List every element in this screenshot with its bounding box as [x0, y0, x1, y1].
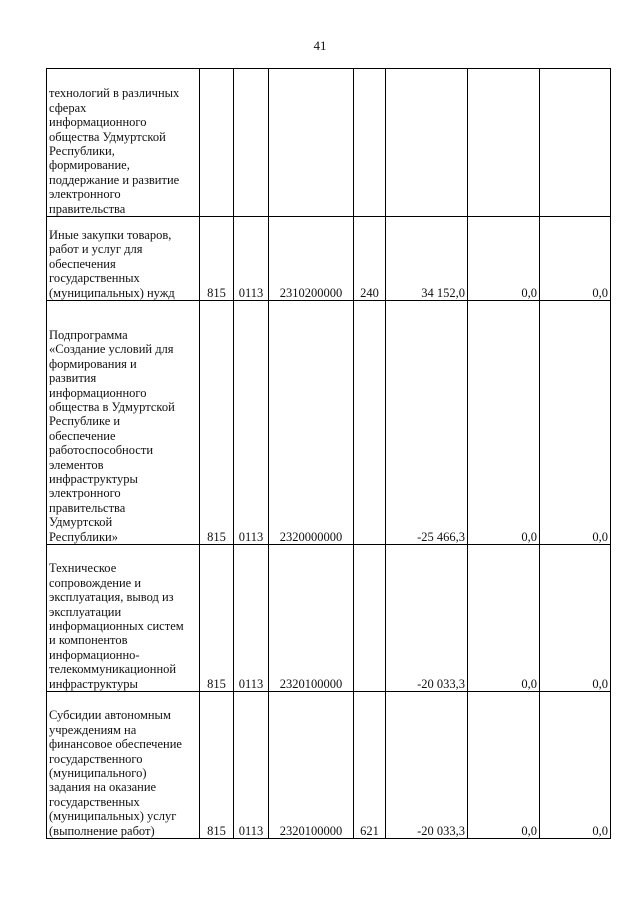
amount-2: 0,0: [468, 217, 540, 301]
table-row: [47, 217, 611, 301]
page-number: 41: [313, 38, 327, 53]
ministry-code: 815: [200, 692, 234, 839]
expense-type-code: 240: [354, 217, 386, 301]
target-code: 2320000000: [269, 301, 354, 545]
target-code: 2320100000: [269, 692, 354, 839]
amount-3: 0,0: [540, 545, 611, 692]
amount-2: 0,0: [468, 692, 540, 839]
row-name: Техническое сопровождение и эксплуатация, вывод из эксплуатации информационных систем и компонентов информационно- телекоммуникационной инфраструктуры: [47, 545, 200, 692]
row-name: технологий в различных сферах информационного общества Удмуртской Республики, формирование, поддержание и развитие электронного правительства: [47, 69, 200, 217]
expense-type-code: [354, 69, 386, 217]
row-name: Подпрограмма «Создание условий для формирования и развития информационного общества в Удмуртской Республике и обеспечение работоспособности элементов инфраструктуры электронного правительства Удмуртской Республики»: [47, 301, 200, 545]
section-code: 0113: [234, 545, 269, 692]
amount: -25 466,3: [386, 301, 468, 545]
ministry-code: 815: [200, 217, 234, 301]
ministry-code: 815: [200, 545, 234, 692]
ministry-code: 815: [200, 301, 234, 545]
table-row: [47, 301, 611, 545]
section-code: 0113: [234, 217, 269, 301]
section-code: 0113: [234, 692, 269, 839]
amount: 34 152,0: [386, 217, 468, 301]
table-row: [47, 692, 611, 839]
budget-table: [46, 68, 611, 839]
row-name: Иные закупки товаров, работ и услуг для обеспечения государственных (муниципальных) нужд: [47, 217, 200, 301]
target-code: 2310200000: [269, 217, 354, 301]
table-row: [47, 69, 611, 217]
amount-3: 0,0: [540, 217, 611, 301]
table-row: [47, 545, 611, 692]
expense-type-code: [354, 301, 386, 545]
amount-3: [540, 69, 611, 217]
target-code: 2320100000: [269, 545, 354, 692]
amount-2: 0,0: [468, 545, 540, 692]
amount-3: 0,0: [540, 301, 611, 545]
amount-3: 0,0: [540, 692, 611, 839]
ministry-code: [200, 69, 234, 217]
section-code: 0113: [234, 301, 269, 545]
amount: -20 033,3: [386, 545, 468, 692]
amount-2: 0,0: [468, 301, 540, 545]
target-code: [269, 69, 354, 217]
expense-type-code: 621: [354, 692, 386, 839]
amount: [386, 69, 468, 217]
amount-2: [468, 69, 540, 217]
expense-type-code: [354, 545, 386, 692]
amount: -20 033,3: [386, 692, 468, 839]
row-name: Субсидии автономным учреждениям на финансовое обеспечение государственного (муниципального) задания на оказание государственных (муниципальных) услуг (выполнение работ): [47, 692, 200, 839]
section-code: [234, 69, 269, 217]
